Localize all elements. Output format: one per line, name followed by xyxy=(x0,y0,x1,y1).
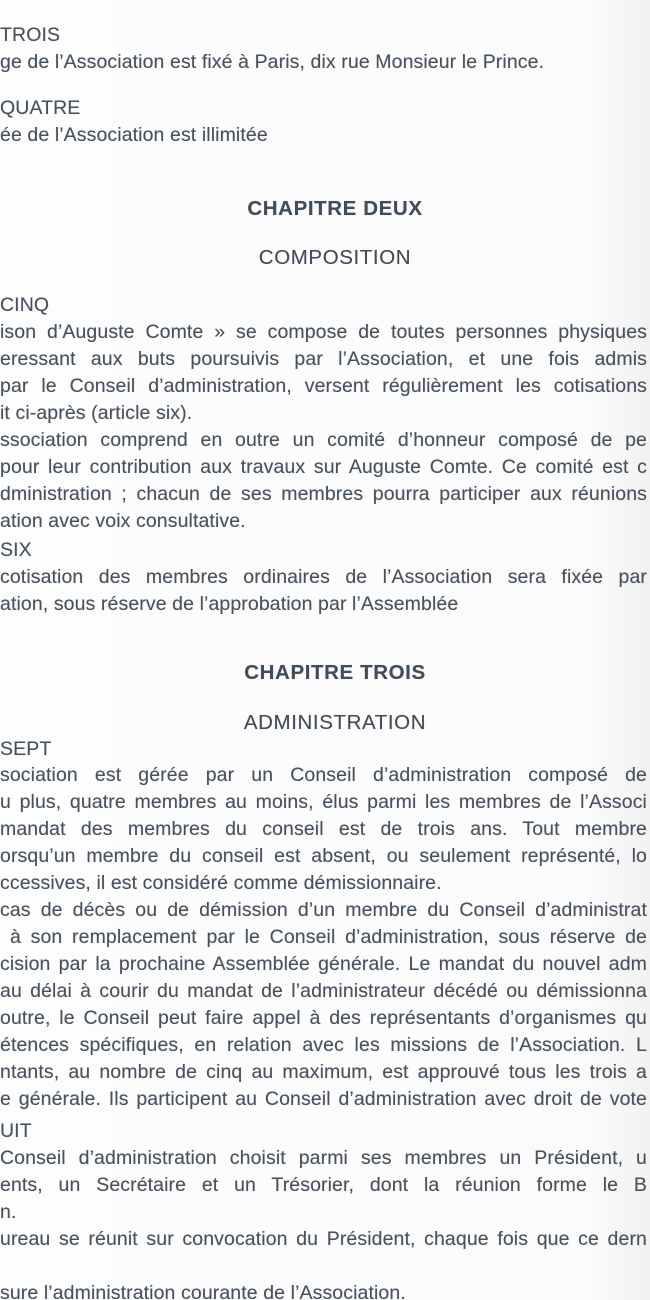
text-line: ureau se réunit sur convocation du Président, chaque fois que ce dern xyxy=(0,1228,647,1250)
text-line: mandat des membres du conseil est de trois ans. Tout membre xyxy=(0,818,647,840)
text-line: Conseil d’administration choisit parmi ses membres un Président, u xyxy=(0,1147,647,1169)
chapter-title: CHAPITRE TROIS xyxy=(244,661,426,684)
text-line: ée de l’Association est illimitée xyxy=(0,124,268,146)
text-line: e générale. Ils participent au Conseil d’administration avec droit de vote xyxy=(0,1088,647,1110)
text-line: au délai à courir du mandat de l’administrateur décédé ou démissionna xyxy=(0,980,647,1002)
article-label: UIT xyxy=(0,1120,32,1142)
article-label: CINQ xyxy=(0,294,50,316)
text-line: ssociation comprend en outre un comité d’honneur composé de pe xyxy=(0,429,647,451)
text-line: ison d’Auguste Comte » se compose de toutes personnes physiques xyxy=(0,321,647,343)
text-line: dministration ; chacun de ses membres pourra participer aux réunions xyxy=(0,483,647,505)
text-line: sure l’administration courante de l’Association. xyxy=(0,1282,406,1300)
text-line: ation, sous réserve de l’approbation par l’Assemblée xyxy=(0,593,459,615)
text-line: eressant aux buts poursuivis par l’Association, et une fois admis xyxy=(0,348,647,370)
text-line: par le Conseil d’administration, versent régulièrement les cotisations xyxy=(0,375,647,397)
chapter-title: CHAPITRE DEUX xyxy=(247,197,423,220)
text-line: pour leur contribution aux travaux sur Auguste Comte. Ce comité est c xyxy=(0,456,647,478)
text-line: outre, le Conseil peut faire appel à des représentants d’organismes qu xyxy=(0,1007,647,1029)
text-line: sociation est gérée par un Conseil d’administration composé de xyxy=(0,764,647,786)
chapter-subtitle: COMPOSITION xyxy=(258,246,412,269)
article-label: SIX xyxy=(0,539,32,561)
text-line: ge de l’Association est fixé à Paris, dix rue Monsieur le Prince. xyxy=(0,51,545,73)
text-line: cision par la prochaine Assemblée générale. Le mandat du nouvel adm xyxy=(0,953,647,975)
text-line: n. xyxy=(0,1201,17,1223)
text-line: cas de décès ou de démission d’un membre du Conseil d’administrat xyxy=(0,899,647,921)
text-line: orsqu’un membre du conseil est absent, ou seulement représenté, lo xyxy=(0,845,647,867)
article-label: SEPT xyxy=(0,738,52,760)
text-line: ents, un Secrétaire et un Trésorier, dont la réunion forme le B xyxy=(0,1174,647,1196)
text-line: u plus, quatre membres au moins, élus parmi les membres de l’Associ xyxy=(0,791,647,813)
chapter-subtitle: ADMINISTRATION xyxy=(243,711,427,734)
article-label: QUATRE xyxy=(0,97,81,119)
text-line: à son remplacement par le Conseil d’administration, sous réserve de xyxy=(10,926,647,948)
text-line: étences spécifiques, en relation avec les missions de l’Association. L xyxy=(0,1034,647,1056)
article-label: TROIS xyxy=(0,24,61,46)
text-line: cotisation des membres ordinaires de l’Association sera fixée par xyxy=(0,566,647,588)
text-line: ntants, au nombre de cinq au maximum, est approuvé tous les trois a xyxy=(0,1061,647,1083)
text-line: it ci-après (article six). xyxy=(0,402,193,424)
text-line: ccessives, il est considéré comme démissionnaire. xyxy=(0,872,442,894)
text-line: ation avec voix consultative. xyxy=(0,510,246,532)
